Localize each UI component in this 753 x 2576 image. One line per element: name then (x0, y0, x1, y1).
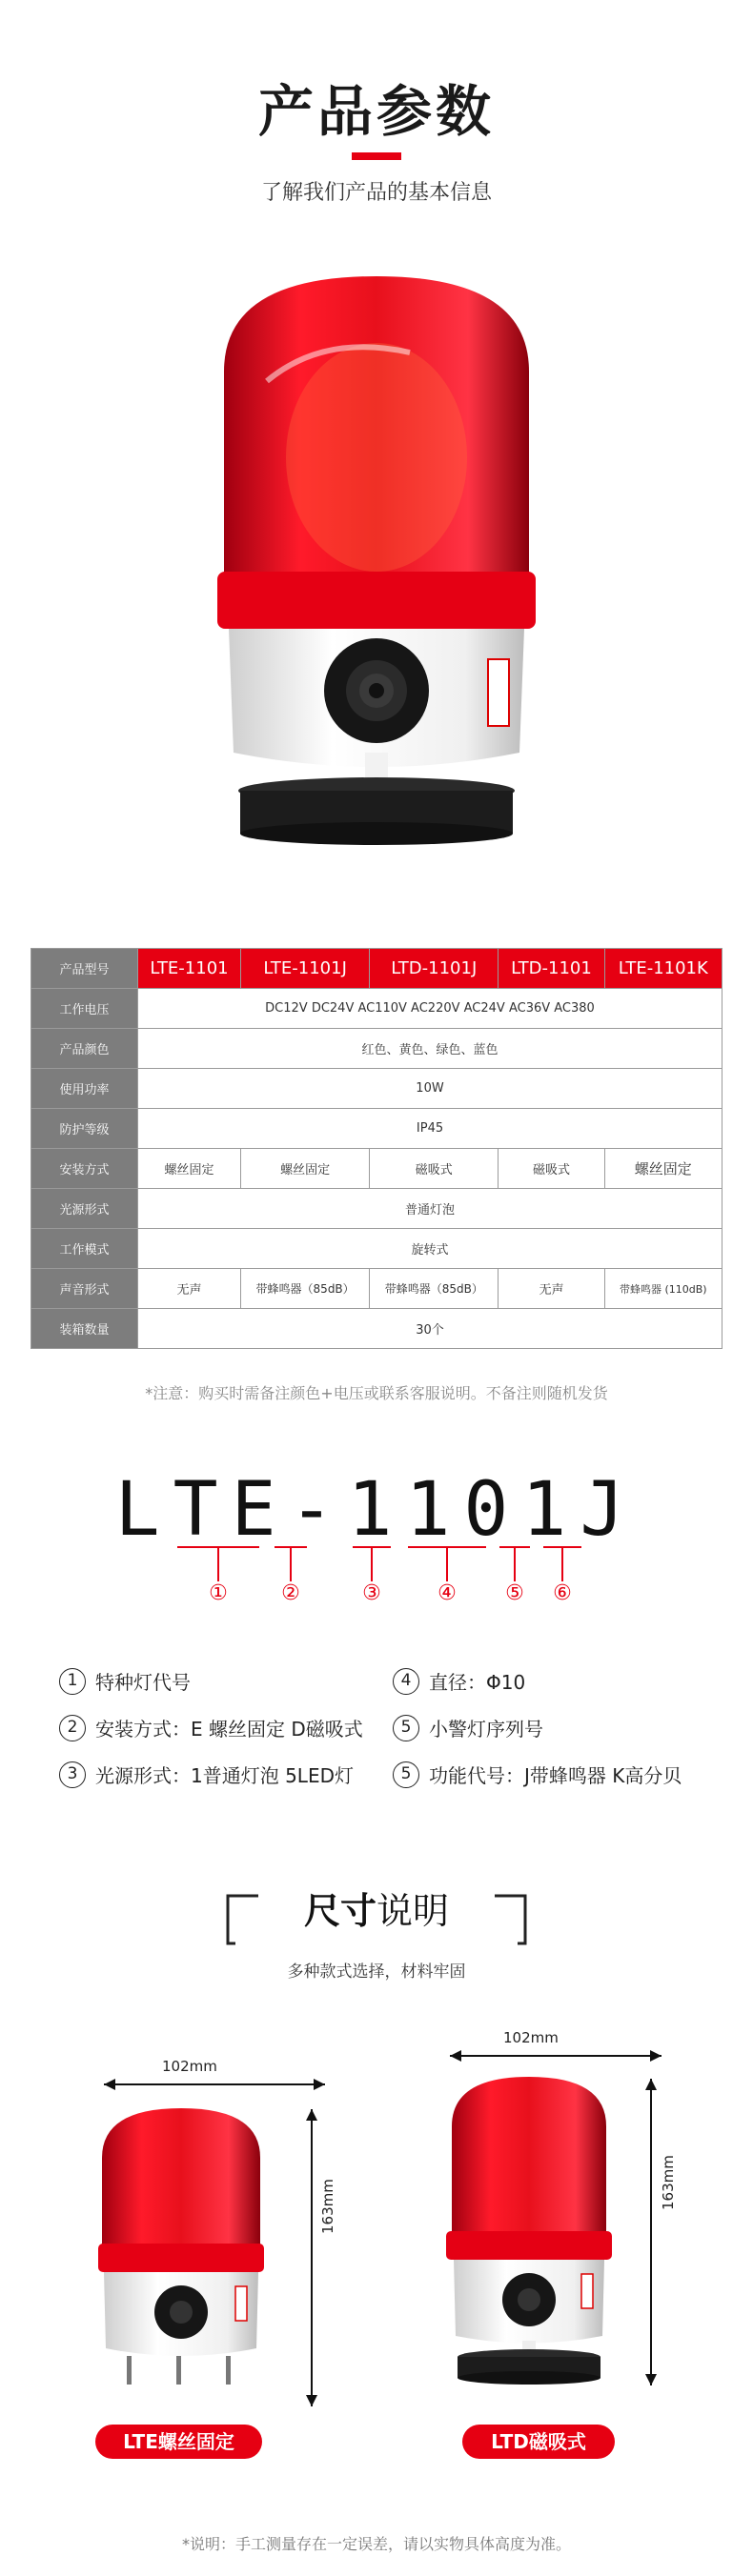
row-label: 工作电压 (31, 989, 138, 1029)
table-cell: 普通灯泡 (138, 1189, 722, 1229)
row-label: 防护等级 (31, 1109, 138, 1149)
table-cell: 旋转式 (138, 1229, 722, 1269)
label-ltd-magnetic: LTD磁吸式 (462, 2425, 615, 2459)
measurement-note: *说明：手工测量存在一定误差，请以实物具体高度为准。 (181, 2535, 571, 2553)
table-cell: IP45 (138, 1109, 722, 1149)
marker-1: ① (209, 1581, 228, 1605)
row-label: 装箱数量 (31, 1309, 138, 1349)
width-label-left: 102mm (162, 2058, 217, 2075)
legend-left (59, 1667, 363, 1788)
table-row (31, 1189, 722, 1229)
row-label: 产品型号 (31, 949, 138, 989)
table-cell: 30个 (138, 1309, 722, 1349)
table-cell: 带蜂鸣器 (110dB) (604, 1269, 722, 1309)
width-arrow-right (446, 2046, 665, 2065)
marker-6: ⑥ (553, 1581, 572, 1605)
width-label-right: 102mm (503, 2029, 559, 2046)
marker-5: ⑤ (505, 1581, 524, 1605)
page-subtitle: 了解我们产品的基本信息 (260, 181, 492, 205)
legend-number: 3 (59, 1761, 86, 1788)
height-label-left: 163mm (319, 2179, 336, 2234)
purchase-note: *注意：购买时需备注颜色+电压或联系客服说明。不备注则随机发货 (145, 1384, 608, 1402)
legend-number: 1 (59, 1668, 86, 1695)
legend-text: 功能代号：J带蜂鸣器 K高分贝 (429, 1764, 682, 1787)
product-image-warning-light (191, 267, 562, 857)
size-subtitle: 多种款式选择，材料牢固 (287, 1962, 466, 1982)
model-cell: LTE-1101K (604, 949, 722, 989)
legend-item (59, 1761, 363, 1788)
table-cell: 磁吸式 (499, 1149, 604, 1189)
legend-item (59, 1667, 363, 1695)
spec-table (31, 948, 722, 1349)
marker-4: ④ (438, 1581, 457, 1605)
table-cell: 10W (138, 1069, 722, 1109)
model-cell: LTD-1101 (499, 949, 604, 989)
model-cell: LTE-1101J (241, 949, 370, 989)
table-cell: 螺丝固定 (241, 1149, 370, 1189)
row-label: 工作模式 (31, 1229, 138, 1269)
label-lte-screw: LTE螺丝固定 (95, 2425, 262, 2459)
row-label: 产品颜色 (31, 1029, 138, 1069)
table-row (31, 1029, 722, 1069)
legend-item (393, 1667, 682, 1695)
legend-text: 小警灯序列号 (429, 1718, 543, 1741)
table-cell: 带蜂鸣器（85dB） (370, 1269, 499, 1309)
page-title: 产品参数 (257, 79, 495, 144)
legend-text: 安装方式：E 螺丝固定 D磁吸式 (95, 1718, 363, 1741)
row-label: 光源形式 (31, 1189, 138, 1229)
size-title (0, 1882, 753, 1934)
width-arrow-left (100, 2075, 329, 2094)
legend-text: 特种灯代号 (95, 1671, 191, 1694)
table-cell: 无声 (138, 1269, 241, 1309)
row-label: 安装方式 (31, 1149, 138, 1189)
row-label: 使用功率 (31, 1069, 138, 1109)
table-row (31, 1069, 722, 1109)
table-cell: 磁吸式 (370, 1149, 499, 1189)
table-cell: 螺丝固定 (604, 1149, 722, 1189)
table-row (31, 989, 722, 1029)
marker-2: ② (281, 1581, 300, 1605)
table-cell: 无声 (499, 1269, 604, 1309)
legend-number: 5 (393, 1761, 419, 1788)
title-underline (352, 152, 401, 160)
table-cell: 带蜂鸣器（85dB） (241, 1269, 370, 1309)
legend-number: 4 (393, 1668, 419, 1695)
table-row (31, 1109, 722, 1149)
model-cell: LTE-1101 (138, 949, 241, 989)
legend-right (393, 1667, 682, 1788)
legend-item (393, 1761, 682, 1788)
table-row (31, 1309, 722, 1349)
legend-text: 直径：Φ10 (429, 1671, 526, 1694)
product-image-ltd (438, 2069, 620, 2393)
legend-number: 5 (393, 1715, 419, 1741)
legend-number: 2 (59, 1715, 86, 1741)
marker-3: ③ (362, 1581, 381, 1605)
size-title-bold: 尺寸 (303, 1890, 376, 1932)
table-cell: 螺丝固定 (138, 1149, 241, 1189)
table-header-row (31, 949, 722, 989)
size-title-rest: 说明 (376, 1890, 450, 1932)
product-image-lte (91, 2101, 272, 2386)
table-cell: 红色、黄色、绿色、蓝色 (138, 1029, 722, 1069)
table-row (31, 1269, 722, 1309)
table-row (31, 1149, 722, 1189)
table-row (31, 1229, 722, 1269)
decode-lines (172, 1543, 591, 1620)
legend-item (59, 1714, 363, 1741)
legend-item (393, 1714, 682, 1741)
legend-text: 光源形式：1普通灯泡 5LED灯 (95, 1764, 354, 1787)
table-cell: DC12V DC24V AC110V AC220V AC24V AC36V AC380 (138, 989, 722, 1029)
height-label-right: 163mm (660, 2155, 677, 2210)
height-arrow-right (637, 2075, 665, 2389)
row-label: 声音形式 (31, 1269, 138, 1309)
model-cell: LTD-1101J (370, 949, 499, 989)
height-arrow-left (297, 2105, 326, 2410)
model-code: LTE-1101J (114, 1467, 639, 1553)
